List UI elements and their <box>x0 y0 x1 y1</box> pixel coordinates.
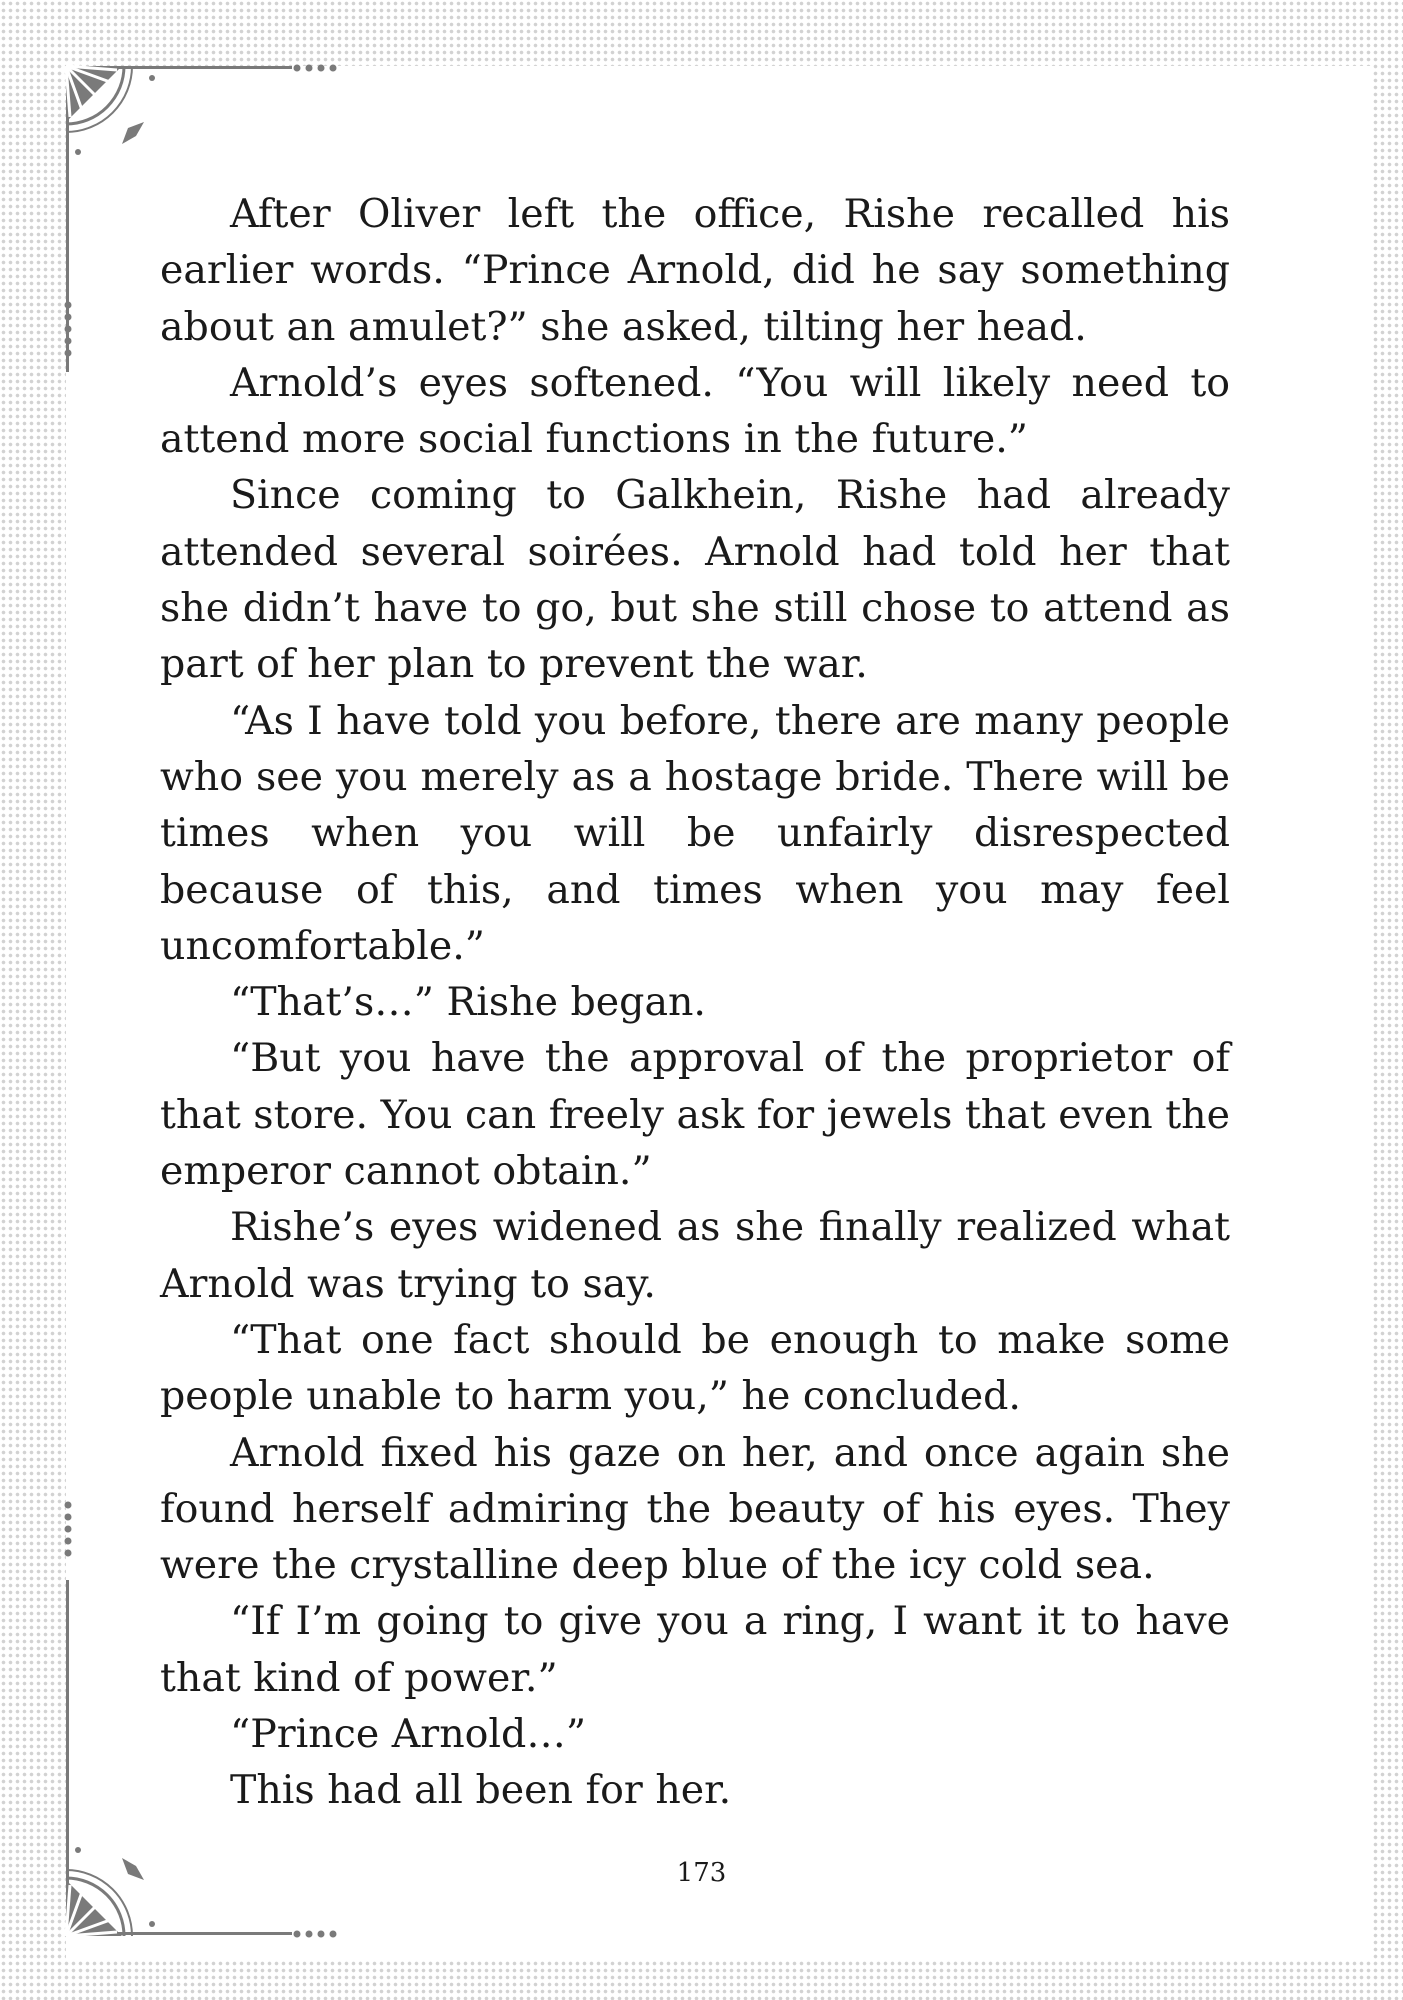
paragraph: “But you have the approval of the proprietor of that store. You can freely ask for jewels that even the emperor cannot obtain.” <box>160 1035 1230 1195</box>
dot-ornament-icon <box>60 1500 76 1564</box>
paragraph: Rishe’s eyes widened as she finally realized what Arnold was trying to say. <box>160 1204 1230 1307</box>
compass-rose-corner-icon <box>62 62 162 162</box>
dot-ornament-icon <box>60 300 76 364</box>
dot-ornament-icon <box>292 60 342 76</box>
paragraph: “That one fact should be enough to make some people unable to harm you,” he concluded. <box>160 1316 1230 1420</box>
paragraph: After Oliver left the office, Rishe recalled his earlier words. “Prince Arnold, did he say something about an amulet?” she asked, tilting her head. <box>160 191 1230 350</box>
paragraph: “Prince Arnold…” <box>230 1711 587 1758</box>
compass-rose-corner-icon <box>62 1840 162 1940</box>
paragraph: This had all been for her. <box>230 1767 732 1814</box>
paragraph: Arnold’s eyes softened. “You will likely need to attend more social functions in the future.” <box>160 359 1230 463</box>
paragraph: Since coming to Galkhein, Rishe had already attended several soirées. Arnold had told her that she didn’t have to go, but she still chose to attend as part of her plan to prevent the war. <box>160 472 1230 688</box>
page-number: 173 <box>676 1858 727 1888</box>
book-text <box>160 186 1230 1819</box>
paragraph: “If I’m going to give you a ring, I want it to have that kind of power.” <box>160 1598 1230 1701</box>
paragraph: Arnold fixed his gaze on her, and once again she found herself admiring the beauty of his eyes. They were the crystalline deep blue of the icy cold sea. <box>160 1429 1230 1589</box>
dot-ornament-icon <box>292 1926 342 1942</box>
paragraph: “As I have told you before, there are many people who see you merely as a hostage bride. There will be times when you will be unfairly disrespected because of this, and times when you may feel uncomfortable.” <box>160 697 1230 969</box>
paragraph: “That’s…” Rishe began. <box>230 979 706 1026</box>
